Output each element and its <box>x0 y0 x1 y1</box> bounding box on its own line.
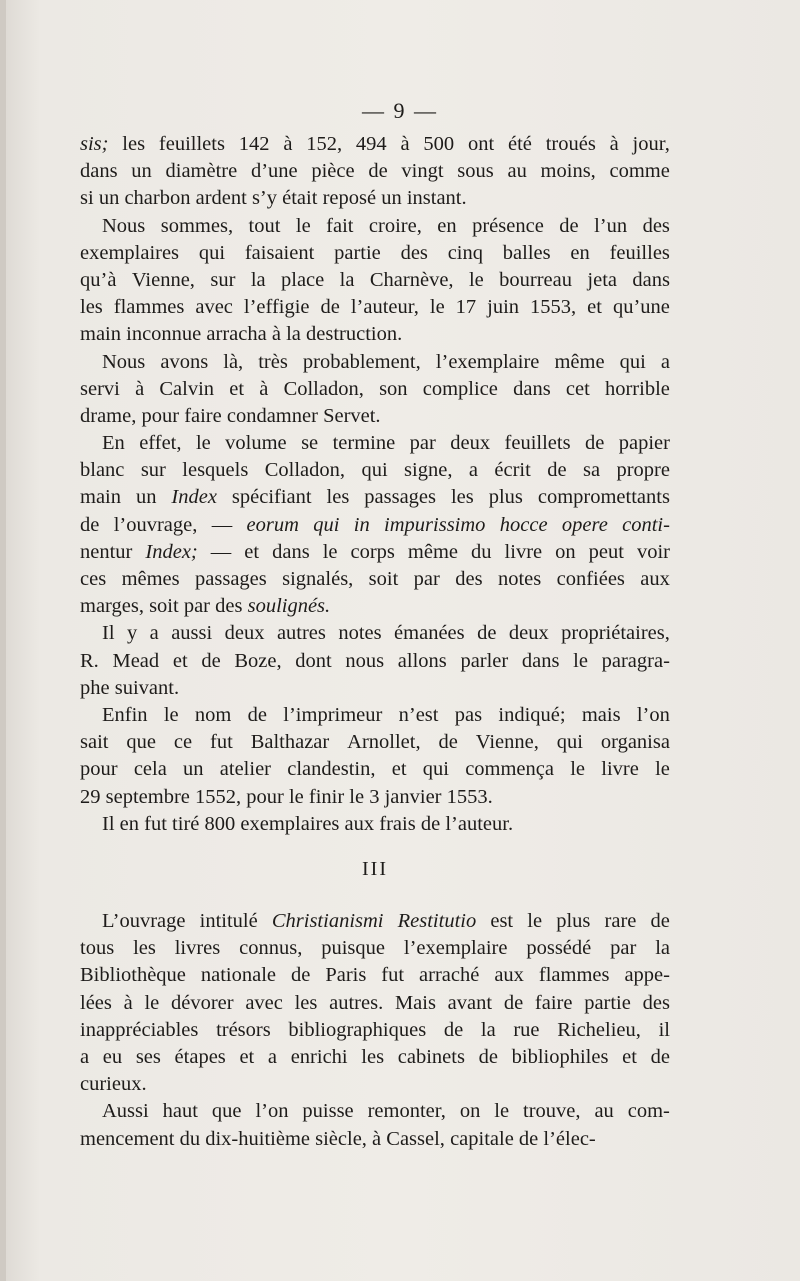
text-line: inappréciables trésors bibliographiques de la rue Richelieu, il <box>80 1018 670 1041</box>
text-line: nentur Index; — et dans le corps même du livre on peut voir <box>80 540 670 563</box>
text-line: blanc sur lesquels Colladon, qui signe, a écrit de sa propre <box>80 459 670 482</box>
text-line: Nous avons là, très probablement, l’exemplaire même qui a <box>102 350 670 373</box>
page-number: — 9 — <box>362 98 438 123</box>
text-line: pour cela un atelier clandestin, et qui commença le livre le <box>80 758 670 781</box>
section-heading: III <box>362 857 388 880</box>
text-line: main un Index spécifiant les passages les plus compromettants <box>80 486 670 509</box>
text-line: Nous sommes, tout le fait croire, en présence de l’un des <box>102 214 670 237</box>
text-line: drame, pour faire condamner Servet. <box>80 404 381 427</box>
text-line: Il en fut tiré 800 exemplaires aux frais de l’auteur. <box>102 812 514 835</box>
text-line: lées à le dévorer avec les autres. Mais avant de faire partie des <box>80 991 670 1014</box>
text-line: ces mêmes passages signalés, soit par des notes confiées aux <box>80 568 670 590</box>
text-line: de l’ouvrage, — eorum qui in impurissimo hocce opere conti- <box>80 513 670 536</box>
text-line: sait que ce fut Balthazar Arnollet, de Vienne, qui organisa <box>80 731 670 754</box>
text-line: sis; les feuillets 142 à 152, 494 à 500 ont été troués à jour, <box>80 133 670 155</box>
text-line: Aussi haut que l’on puisse remonter, on le trouve, au com- <box>102 1100 670 1123</box>
text-line: Enfin le nom de l’imprimeur n’est pas indiqué; mais l’on <box>102 703 670 726</box>
text-line: si un charbon ardent s’y était reposé un instant. <box>80 187 467 210</box>
text-line: Il y a aussi deux autres notes émanées de deux propriétaires, <box>102 622 670 645</box>
text-line: L’ouvrage intitulé Christianismi Restitutio est le plus rare de <box>102 910 670 933</box>
text-line: phe suivant. <box>80 676 180 699</box>
text-line: qu’à Vienne, sur la place la Charnève, le bourreau jeta dans <box>80 268 670 291</box>
text-line: exemplaires qui faisaient partie des cinq balles en feuilles <box>80 241 670 264</box>
body-text <box>80 131 670 1153</box>
page-spine-shadow <box>0 0 6 1281</box>
text-line: a eu ses étapes et a enrichi les cabinets de bibliophiles et de <box>80 1046 670 1068</box>
text-line: les flammes avec l’effigie de l’auteur, le 17 juin 1553, et qu’une <box>80 296 670 319</box>
text-before-heading <box>80 131 670 838</box>
text-line: servi à Calvin et à Colladon, son complice dans cet horrible <box>80 377 670 400</box>
text-line: Bibliothèque nationale de Paris fut arraché aux flammes appe- <box>80 964 670 987</box>
text-line: dans un diamètre d’une pièce de vingt sous au moins, comme <box>80 160 670 183</box>
text-line: 29 septembre 1552, pour le finir le 3 janvier 1553. <box>80 785 493 808</box>
text-line: tous les livres connus, puisque l’exemplaire possédé par la <box>80 937 670 960</box>
text-line: mencement du dix-huitième siècle, à Cassel, capitale de l’élec- <box>80 1127 596 1150</box>
text-after-heading <box>80 908 670 1153</box>
text-line: R. Mead et de Boze, dont nous allons parler dans le paragra- <box>80 649 670 672</box>
text-line: curieux. <box>80 1073 147 1096</box>
text-line: marges, soit par des soulignés. <box>80 595 331 618</box>
text-line: main inconnue arracha à la destruction. <box>80 323 403 346</box>
text-line: En effet, le volume se termine par deux feuillets de papier <box>102 432 670 455</box>
